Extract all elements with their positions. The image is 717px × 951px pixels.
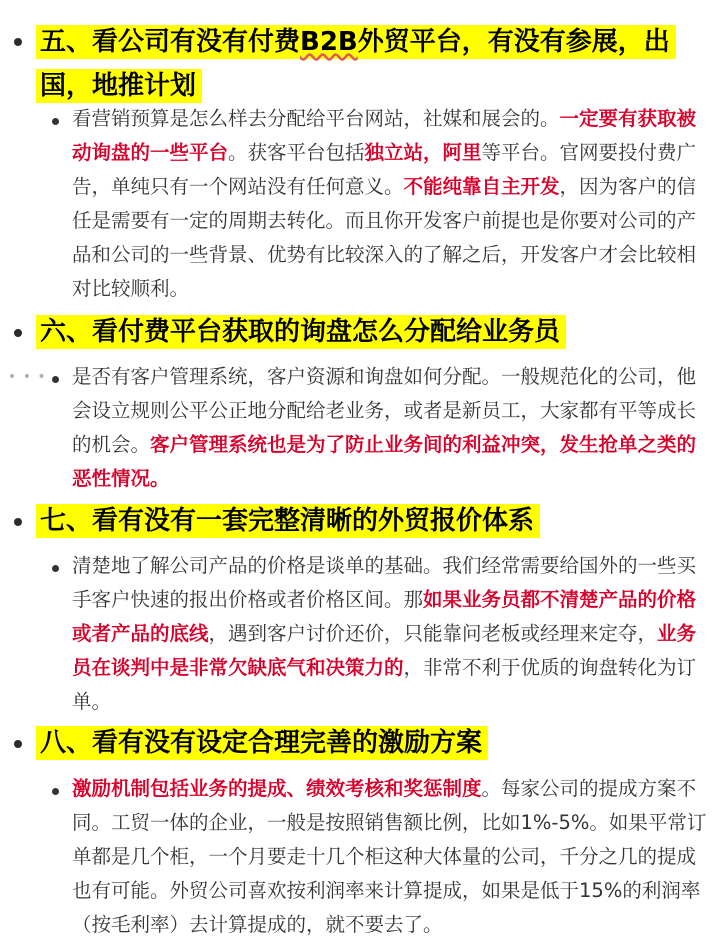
section-6-heading: 六、看付费平台获取的询盘怎么分配给业务员 [36, 310, 566, 354]
section-5-body-bullet [52, 118, 59, 125]
section-8-body: 激励机制包括业务的提成、绩效考核和奖惩制度。每家公司的提成方案不同。工贸一体的企业，一般是按照销售额比例，比如1%-5%。如果平常订单都是几个柜，一个月要走十几个柜这种大体量的公司，千分之几的提成也有可能。外贸公司喜欢按利润率来计算提成，如果是低于15%的利润率（按毛利率）去计算提成的，就不要去了。 [72, 777, 707, 936]
section-6-body: 是否有客户管理系统，客户资源和询盘如何分配。一般规范化的公司，他会设立规则公平公正地分配给老业务，或者是新员工，大家都有平等成长的机会。客户管理系统也是为了防止业务间的利益冲突，发生抢单之类的恶性情况。 [72, 365, 697, 490]
section-6-body-bullet [52, 376, 59, 383]
section-7-body: 清楚地了解公司产品的价格是谈单的基础。我们经常需要给国外的一些买手客户快速的报出价格或者价格区间。那如果业务员都不清楚产品的价格或者产品的底线，遇到客户讨价还价，只能靠问老板或经理来定夺，业务员在谈判中是非常欠缺底气和决策力的，非常不利于优质的询盘转化为订单。 [72, 554, 697, 713]
section-5-bullet [14, 38, 22, 46]
b2b-text: B2B [300, 27, 358, 57]
section-6-bullet [14, 329, 22, 337]
section-7-heading: 七、看有没有一套完整清晰的外贸报价体系 [36, 499, 540, 543]
section-8-heading: 八、看有没有设定合理完善的激励方案 [36, 721, 488, 765]
section-5-body: 看营销预算是怎么样去分配给平台网站，社媒和展会的。一定要有获取被动询盘的一些平台。获客平台包括独立站，阿里等平台。官网要投付费广告，单纯只有一个网站没有任何意义。不能纯靠自主开发，因为客户的信任是需要有一定的周期去转化。而且你开发客户前提也是你要对公司的产品和公司的一些背景、优势有比较深入的了解之后，开发客户才会比较相对比较顺利。 [72, 107, 697, 300]
section-8-body-bullet [52, 788, 59, 795]
section-7-bullet [14, 518, 22, 526]
section-8-bullet [14, 740, 22, 748]
section-7-body-bullet [52, 565, 59, 572]
section-5-heading: 五、看公司有没有付费B2B外贸平台，有没有参展，出 国，地推计划 [36, 20, 696, 108]
drag-handle-dots[interactable]: • • • [8, 369, 47, 385]
